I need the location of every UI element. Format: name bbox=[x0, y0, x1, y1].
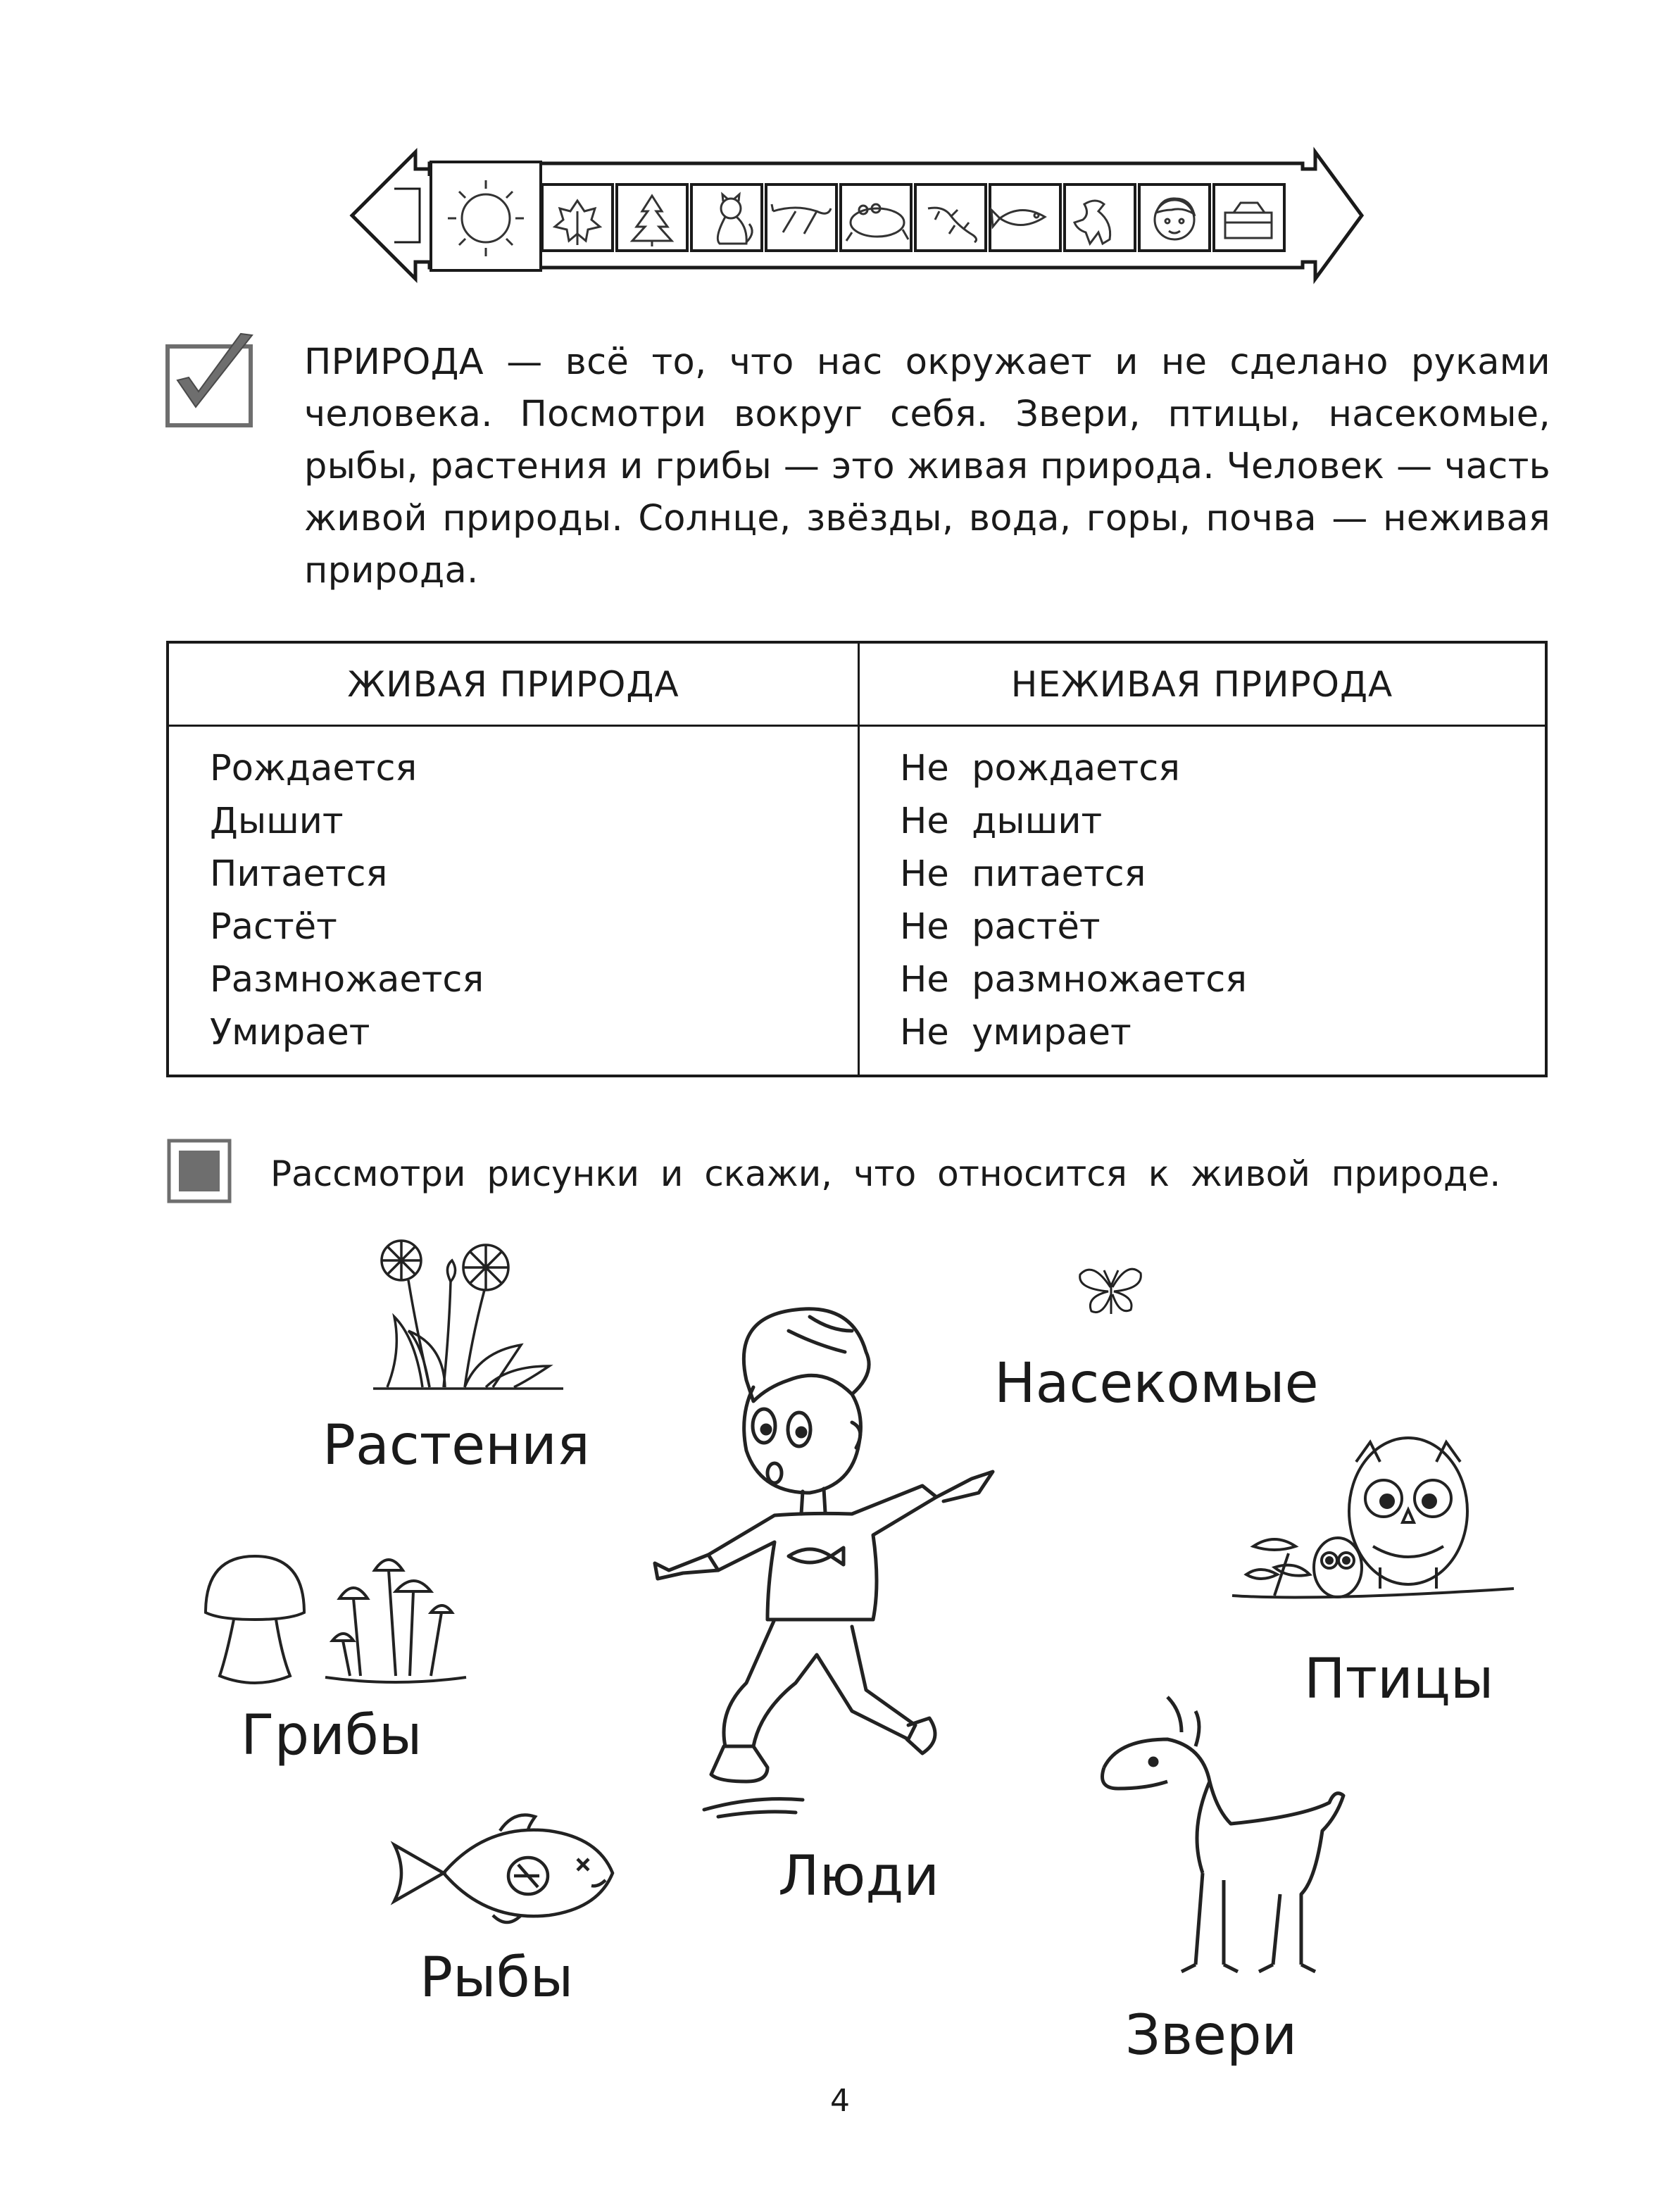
label-plants: Растения bbox=[322, 1414, 590, 1477]
list-item: Питается bbox=[210, 853, 388, 895]
task-instruction: Рассмотри рисунки и скажи, что относится к живой природе. bbox=[270, 1153, 1501, 1194]
checkmark-icon bbox=[162, 331, 261, 430]
living-nature-list bbox=[210, 742, 484, 1059]
label-fish: Рыбы bbox=[420, 1946, 574, 2010]
label-insects: Насекомые bbox=[994, 1352, 1319, 1415]
list-item: Умирает bbox=[210, 1012, 370, 1053]
list-item: Не растёт bbox=[900, 906, 1101, 948]
running-boy-icon bbox=[641, 1289, 1077, 1838]
label-animals: Звери bbox=[1125, 2004, 1298, 2067]
nonliving-nature-list bbox=[900, 742, 1247, 1059]
list-item: Не дышит bbox=[900, 801, 1103, 842]
goat-icon bbox=[1090, 1683, 1358, 1993]
list-item: Дышит bbox=[210, 801, 344, 842]
list-item: Рождается bbox=[210, 748, 418, 789]
nature-comparison-table bbox=[166, 641, 1548, 1077]
list-item: Не рождается bbox=[900, 748, 1180, 789]
owls-icon bbox=[1232, 1434, 1528, 1631]
dandelion-icon bbox=[366, 1225, 577, 1394]
nonliving-nature-header: НЕЖИВАЯ ПРИРОДА bbox=[1010, 664, 1393, 705]
list-item: Не умирает bbox=[900, 1012, 1132, 1053]
mushrooms-icon bbox=[199, 1542, 480, 1697]
fish-illustration-icon bbox=[387, 1803, 627, 1936]
label-mushrooms: Грибы bbox=[241, 1704, 422, 1767]
list-item: Размножается bbox=[210, 959, 484, 1001]
living-nature-header: ЖИВАЯ ПРИРОДА bbox=[347, 664, 679, 705]
list-item: Растёт bbox=[210, 906, 337, 948]
timeline-banner bbox=[0, 0, 1680, 296]
label-people: Люди bbox=[778, 1845, 939, 1908]
label-birds: Птицы bbox=[1304, 1648, 1494, 1711]
page-number: 4 bbox=[830, 2083, 850, 2119]
gray-square-icon bbox=[166, 1138, 234, 1206]
butterfly-icon bbox=[1072, 1253, 1149, 1324]
list-item: Не питается bbox=[900, 853, 1146, 895]
list-item: Не размножается bbox=[900, 959, 1247, 1001]
intro-paragraph: ПРИРОДА — всё то, что нас окружает и не сделано руками человека. Посмотри вокруг себя. Звери, птицы, насекомые, рыбы, растения и грибы — это живая природа. Человек — часть живой природы. Солнце, звёзды, вода, горы, почва — неживая природа. bbox=[304, 342, 1550, 591]
